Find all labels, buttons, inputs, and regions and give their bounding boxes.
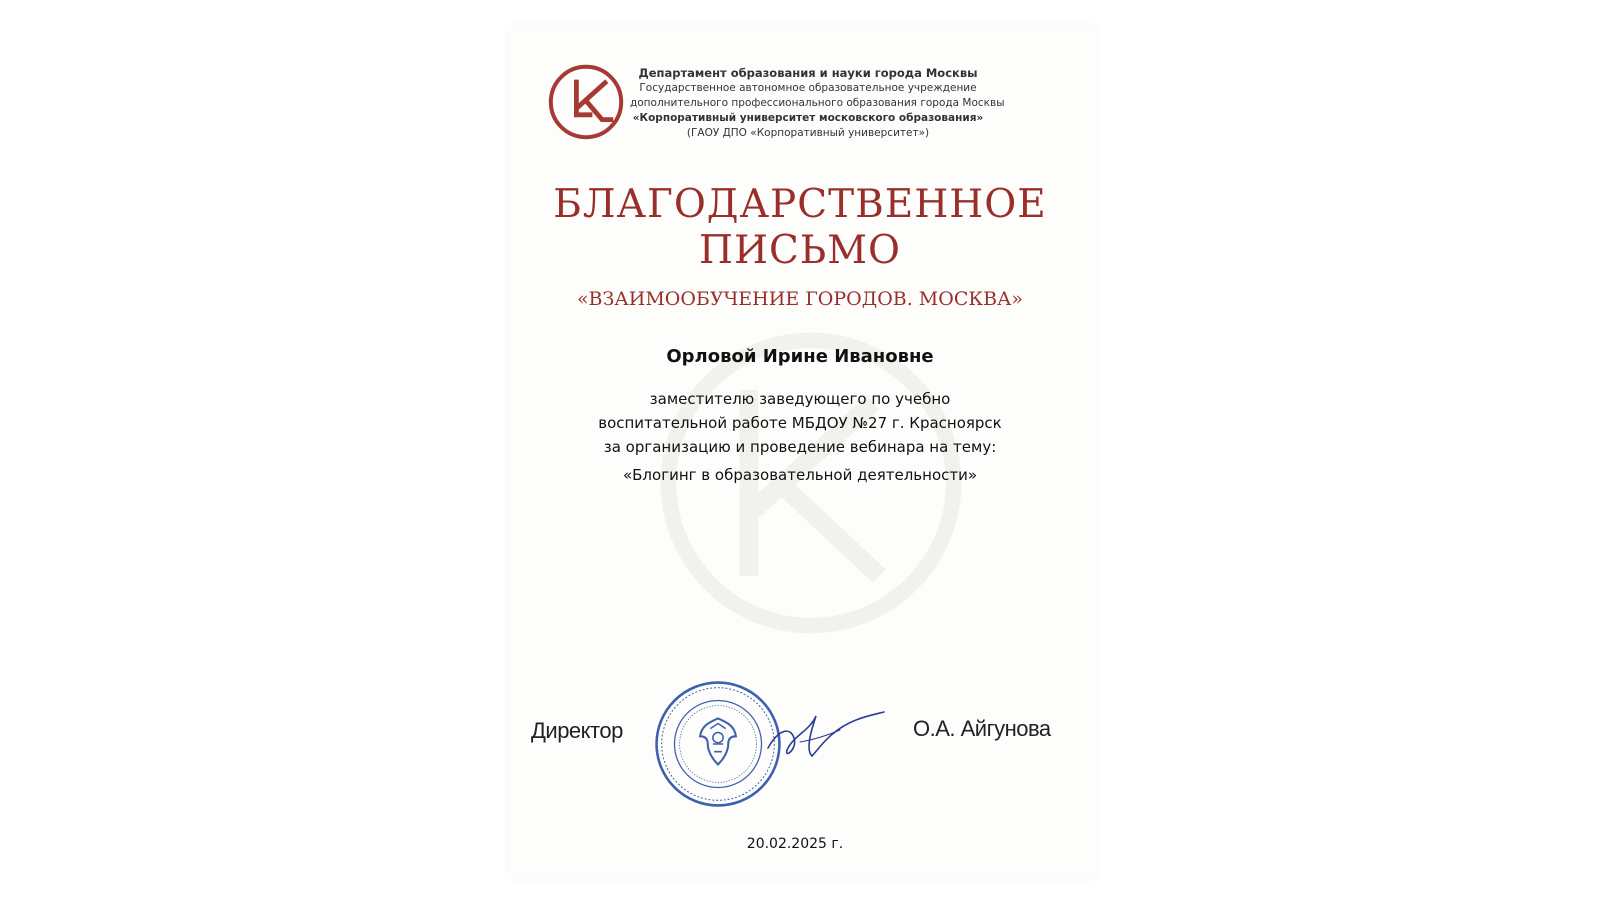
document-title-line1: БЛАГОДАРСТВЕННОЕ	[553, 182, 1047, 227]
org-type-cont: дополнительного профессионального образования города Москвы	[630, 97, 1005, 109]
director-name: О.А. Айгунова	[913, 716, 1051, 741]
k-circle-logo-icon	[546, 62, 626, 142]
org-type: Государственное автономное образовательное учреждение	[639, 82, 977, 94]
issue-date: 20.02.2025 г.	[746, 836, 844, 852]
organization-header	[630, 66, 1005, 141]
recipient-name: Орловой Ирине Ивановне	[666, 346, 934, 367]
org-name: «Корпоративный университет московского образования»	[632, 112, 984, 124]
handwritten-signature-icon	[760, 690, 890, 780]
director-title: Директор	[531, 718, 623, 743]
recipient-position-line2: воспитательной работе МБДОУ №27 г. Красноярск	[598, 414, 1002, 432]
document-subtitle: «ВЗАИМООБУЧЕНИЕ ГОРОДОВ. МОСКВА»	[576, 288, 1024, 310]
recipient-description	[500, 387, 1100, 487]
webinar-topic: «Блогинг в образовательной деятельности»	[622, 466, 978, 484]
org-department: Департамент образования и науки города Москвы	[638, 66, 978, 80]
recipient-position-line1: заместителю заведующего по учебно	[649, 390, 951, 408]
recipient-reason: за организацию и проведение вебинара на тему:	[603, 438, 997, 456]
document-title-line2: ПИСЬМО	[698, 228, 902, 273]
org-short-name: (ГАОУ ДПО «Корпоративный университет»)	[686, 127, 930, 139]
